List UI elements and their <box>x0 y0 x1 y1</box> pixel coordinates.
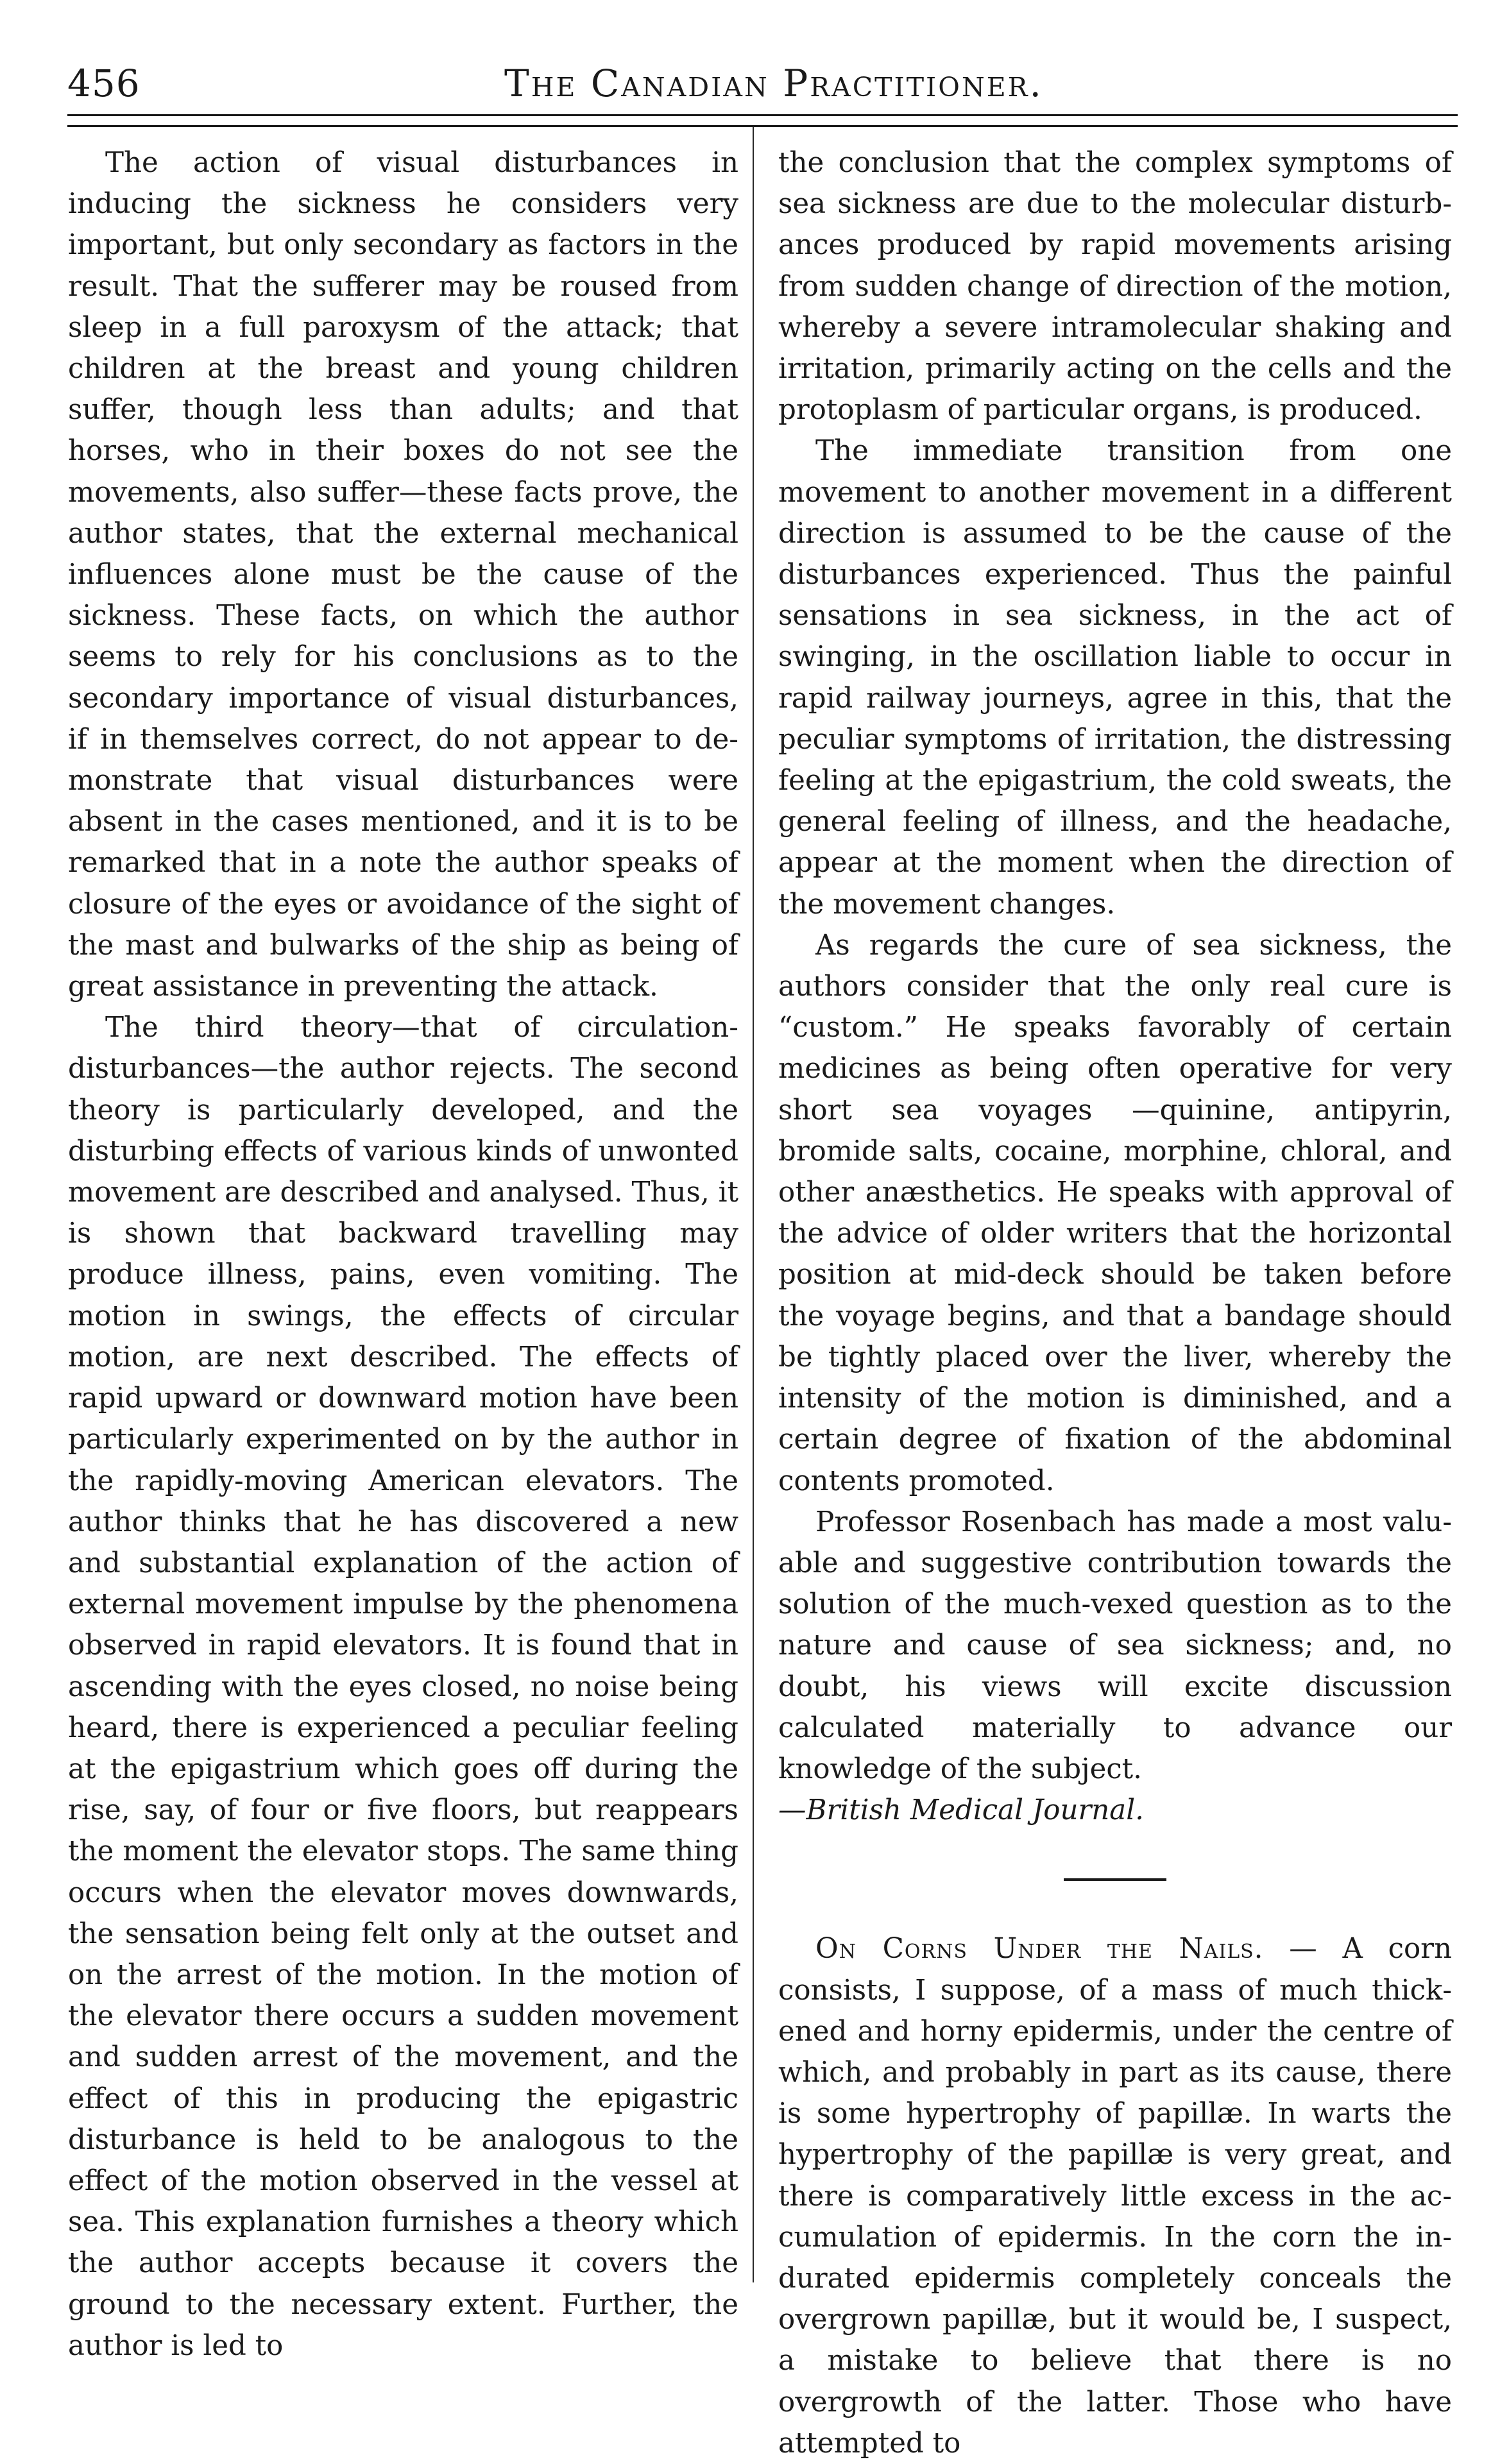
paragraph: Professor Rosenbach has made a most valuable and suggestive contribution towards the solution of the much-vexed question as to the nature and cause of sea sickness; and, no doubt, his views will excite discussion calculated materially to advance our knowledge of the subject. <box>778 1506 1452 1785</box>
article-paragraph <box>778 1928 1452 2464</box>
left-column <box>68 142 738 2366</box>
header-rule-bottom <box>67 125 1458 127</box>
paragraph-continuation: the conclusion that the complex symptoms of sea sickness are due to the molecular disturbances produced by rapid movements arising from sudden change of direction of the motion, whereby a severe intramolecular shaking and irritation, primarily acting on the cells and the protoplasm of particular organs, is produced. <box>778 147 1452 427</box>
paragraph: As regards the cure of sea sickness, the authors consider that the only real cure is “custom.” He speaks favorably of certain medicines as being often operative for very short sea voyages —quinine, antipyrin, bromide salts, cocaine, morphine, chloral, and other anæsthetics. He speaks with approval of the advice of older writers that the horizontal position at mid-deck should be taken before the voyage begins, and that a bandage should be tightly placed over the liver, whereby the intensity of the motion is diminished, and a certain degree of fixation of the abdominal contents promoted. <box>778 929 1452 1497</box>
paragraph: The action of visual disturbances in inducing the sickness he considers very important, but only secondary as factors in the result. That the sufferer may be roused from sleep in a full paroxysm of the attack; that children at the breast and young children suffer, though less than adults; and that horses, who in their boxes do not see the movements, also suffer—these facts prove, the author states, that the external mechanical influences alone must be the cause of the sickness. These facts, on which the author seems to rely for his conclusions as to the secondary importance of visual disturbances, if in themselves correct, do not appear to demonstrate that visual disturbances were absent in the cases mentioned, and it is to be remarked that in a note the author speaks of closure of the eyes or avoidance of the sight of the mast and bulwarks of the ship as being of great assistance in preventing the attack. <box>68 147 738 1003</box>
column-divider <box>753 127 754 2282</box>
running-title: The Canadian Practitioner. <box>504 62 1043 105</box>
paragraph: The third theory—that of circulation-disturbances—the author rejects. The second theory is particularly developed, and the disturbing effects of various kinds of unwonted movement are described and analysed. Thus, it is shown that backward travelling may produce illness, pains, even vomiting. The motion in swings, the effects of circular motion, are next described. The effects of rapid upward or downward motion have been particularly experimented on by the author in the rapidly-moving American elevators. The author thinks that he has discovered a new and substantial explanation of the action of external movement impulse by the phenomena observed in rapid elevators. It is found that in ascending with the eyes closed, no noise being heard, there is experienced a peculiar feeling at the epigastrium which goes off during the rise, say, of four or five floors, but reappears the moment the elevator stops. The same thing occurs when the elevator moves downwards, the sensation being felt only at the outset and on the arrest of the motion. In the motion of the elevator there occurs a sudden movement and sudden arrest of the movement, and the effect of this in producing the epigastric disturbance is held to be analogous to the effect of the motion observed in the vessel at sea. This explanation furnishes a theory which the author accepts because it covers the ground to the necessary extent. Further, the author is led to <box>68 1012 738 2362</box>
article-heading: On Corns Under the Nails. <box>815 1933 1264 1966</box>
right-column <box>778 142 1452 2464</box>
header-rule-top <box>67 114 1458 116</box>
heading-dash: — <box>1263 1933 1343 1966</box>
article-body: A corn consists, I suppose, of a mass of much thickened and horny epidermis, under the centre of which, and probably in part as its cause, there is some hypertrophy of papillæ. In warts the hypertrophy of the papillæ is very great, and there is comparatively little excess in the accumulation of epidermis. In the corn the indurated epidermis completely conceals the overgrown papillæ, but it would be, I suspect, a mistake to believe that there is no overgrowth of the latter. Those who have attempted to <box>778 1933 1452 2460</box>
page-number: 456 <box>67 62 141 105</box>
source-citation: —British Medical Journal. <box>778 1794 1144 1827</box>
paragraph: The immediate transition from one movement to another movement in a different direction is assumed to be the cause of the disturbances experienced. Thus the painful sensations in sea sickness, in the act of swinging, in the oscillation liable to occur in rapid railway journeys, agree in this, that the peculiar symptoms of irritation, the distressing feeling at the epigastrium, the cold sweats, the general feeling of illness, and the headache, appear at the moment when the direction of the movement changes. <box>778 435 1452 921</box>
section-separator <box>1064 1878 1166 1881</box>
